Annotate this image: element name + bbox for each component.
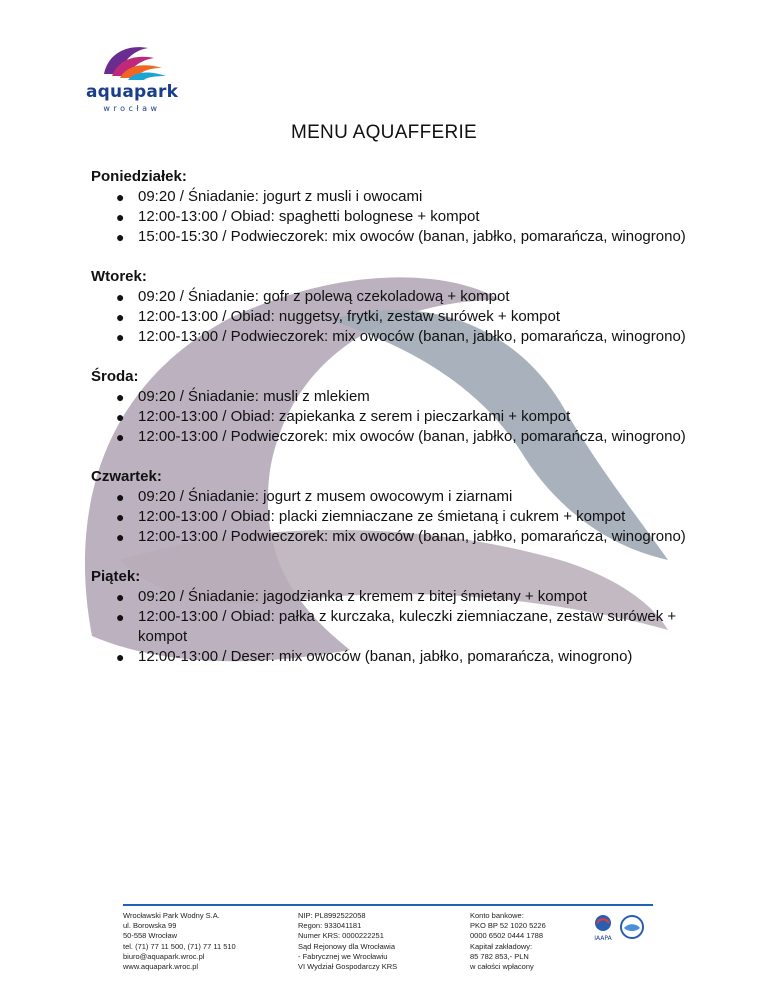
footer-line: - Fabrycznej we Wrocławiu bbox=[298, 951, 388, 961]
menu-list bbox=[91, 167, 691, 687]
footer-line: 0000 6502 0444 1788 bbox=[470, 931, 543, 941]
footer-line: NIP: PL8992522058 bbox=[298, 911, 366, 920]
meal-item bbox=[91, 287, 691, 307]
day-monday bbox=[91, 167, 691, 247]
bullet-icon: ● bbox=[116, 489, 125, 505]
footer-rule bbox=[123, 904, 653, 906]
meal-item bbox=[91, 227, 691, 247]
footer-line: Numer KRS: 0000222251 bbox=[298, 931, 384, 941]
meal-text: 09:20 / Śniadanie: jagodzianka z kremem z bitej śmietany + kompot bbox=[138, 588, 587, 605]
iaapa-badge-icon bbox=[590, 913, 616, 943]
meal-text: 12:00-13:00 / Deser: mix owoców (banan, jabłko, pomarańcza, winogrono) bbox=[138, 648, 633, 665]
meal-text: 09:20 / Śniadanie: gofr z polewą czekoladową + kompot bbox=[138, 288, 510, 305]
aquapark-logo bbox=[86, 36, 178, 126]
footer-email-link[interactable]: biuro@aquapark.wroc.pl bbox=[123, 951, 205, 961]
bullet-icon: ● bbox=[116, 209, 125, 225]
bullet-icon: ● bbox=[116, 529, 125, 545]
logo-wordmark: aquapark bbox=[86, 82, 179, 102]
bullet-icon: ● bbox=[116, 189, 125, 205]
bullet-icon: ● bbox=[116, 429, 125, 445]
meal-item bbox=[91, 207, 691, 227]
meal-text: 12:00-13:00 / Obiad: zapiekanka z serem i pieczarkami + kompot bbox=[138, 408, 571, 425]
footer-line: 50-558 Wrocław bbox=[123, 931, 178, 941]
bullet-icon: ● bbox=[116, 309, 125, 325]
day-name: Czwartek: bbox=[91, 468, 162, 485]
bullet-icon: ● bbox=[116, 389, 125, 405]
meal-text: 09:20 / Śniadanie: jogurt z musem owocowym i ziarnami bbox=[138, 488, 513, 505]
meal-item bbox=[91, 647, 691, 667]
day-name: Piątek: bbox=[91, 568, 141, 585]
footer-line: Konto bankowe: bbox=[470, 911, 524, 920]
meal-list bbox=[91, 387, 691, 447]
day-thursday bbox=[91, 467, 691, 547]
logo-city: wrocław bbox=[103, 104, 161, 113]
day-name: Środa: bbox=[91, 368, 139, 385]
footer-registry-info bbox=[298, 911, 397, 972]
membership-badges bbox=[590, 913, 648, 943]
meal-text: 12:00-13:00 / Obiad: nuggetsy, frytki, zestaw surówek + kompot bbox=[138, 308, 561, 325]
meal-text: 12:00-13:00 / Obiad: pałka z kurczaka, kuleczki ziemniaczane, zestaw surówek + kompot bbox=[138, 608, 677, 645]
iaapa-badge-label: IAAPA bbox=[594, 935, 612, 942]
day-tuesday bbox=[91, 267, 691, 347]
bullet-icon: ● bbox=[116, 589, 125, 605]
footer-line: Regon: 933041181 bbox=[298, 921, 362, 931]
meal-item bbox=[91, 327, 691, 347]
meal-text: 09:20 / Śniadanie: musli z mlekiem bbox=[138, 388, 370, 405]
page-title: MENU AQUAFFERIE bbox=[290, 122, 478, 143]
meal-item bbox=[91, 487, 691, 507]
footer-company-info bbox=[123, 911, 236, 972]
day-wednesday bbox=[91, 367, 691, 447]
bullet-icon: ● bbox=[116, 329, 125, 345]
meal-list bbox=[91, 287, 691, 347]
logo-waves-icon bbox=[86, 36, 178, 86]
footer-line: w całości wpłacony bbox=[470, 962, 534, 972]
meal-item bbox=[91, 427, 691, 447]
footer-line: tel. (71) 77 11 500, (71) 77 11 510 bbox=[123, 941, 236, 951]
bullet-icon: ● bbox=[116, 609, 125, 625]
meal-item bbox=[91, 587, 691, 607]
meal-item bbox=[91, 607, 691, 647]
bullet-icon: ● bbox=[116, 409, 125, 425]
footer-line: Wrocławski Park Wodny S.A. bbox=[123, 911, 220, 920]
meal-list bbox=[91, 587, 691, 667]
footer-line: Sąd Rejonowy dla Wrocławia bbox=[298, 941, 395, 951]
meal-list bbox=[91, 487, 691, 547]
meal-item bbox=[91, 307, 691, 327]
footer-bank-info bbox=[470, 911, 546, 972]
meal-text: 12:00-13:00 / Obiad: placki ziemniaczane ze śmietaną i cukrem + kompot bbox=[138, 508, 626, 525]
meal-text: 12:00-13:00 / Obiad: spaghetti bolognese + kompot bbox=[138, 208, 480, 225]
footer-website-link[interactable]: www.aquapark.wroc.pl bbox=[123, 962, 199, 972]
meal-list bbox=[91, 187, 691, 247]
footer-line: PKO BP 52 1020 5226 bbox=[470, 921, 546, 931]
day-name: Poniedziałek: bbox=[91, 168, 187, 185]
footer-line: ul. Borowska 99 bbox=[123, 921, 177, 931]
association-badge-icon bbox=[618, 913, 646, 943]
bullet-icon: ● bbox=[116, 509, 125, 525]
bullet-icon: ● bbox=[116, 649, 125, 665]
meal-item bbox=[91, 527, 691, 547]
footer-line: Kapitał zakładowy: bbox=[470, 941, 533, 951]
day-name: Wtorek: bbox=[91, 268, 147, 285]
footer-line: 85 782 853,- PLN bbox=[470, 951, 529, 961]
meal-text: 15:00-15:30 / Podwieczorek: mix owoców (banan, jabłko, pomarańcza, winogrono) bbox=[138, 228, 686, 245]
meal-text: 09:20 / Śniadanie: jogurt z musli i owocami bbox=[138, 188, 423, 205]
bullet-icon: ● bbox=[116, 229, 125, 245]
meal-item bbox=[91, 407, 691, 427]
footer-line: VI Wydział Gospodarczy KRS bbox=[298, 962, 398, 972]
meal-item bbox=[91, 387, 691, 407]
day-friday bbox=[91, 567, 691, 667]
meal-item bbox=[91, 187, 691, 207]
meal-item bbox=[91, 507, 691, 527]
meal-text: 12:00-13:00 / Podwieczorek: mix owoców (banan, jabłko, pomarańcza, winogrono) bbox=[138, 428, 686, 445]
meal-text: 12:00-13:00 / Podwieczorek: mix owoców (banan, jabłko, pomarańcza, winogrono) bbox=[138, 328, 686, 345]
meal-text: 12:00-13:00 / Podwieczorek: mix owoców (banan, jabłko, pomarańcza, winogrono) bbox=[138, 528, 686, 545]
bullet-icon: ● bbox=[116, 289, 125, 305]
